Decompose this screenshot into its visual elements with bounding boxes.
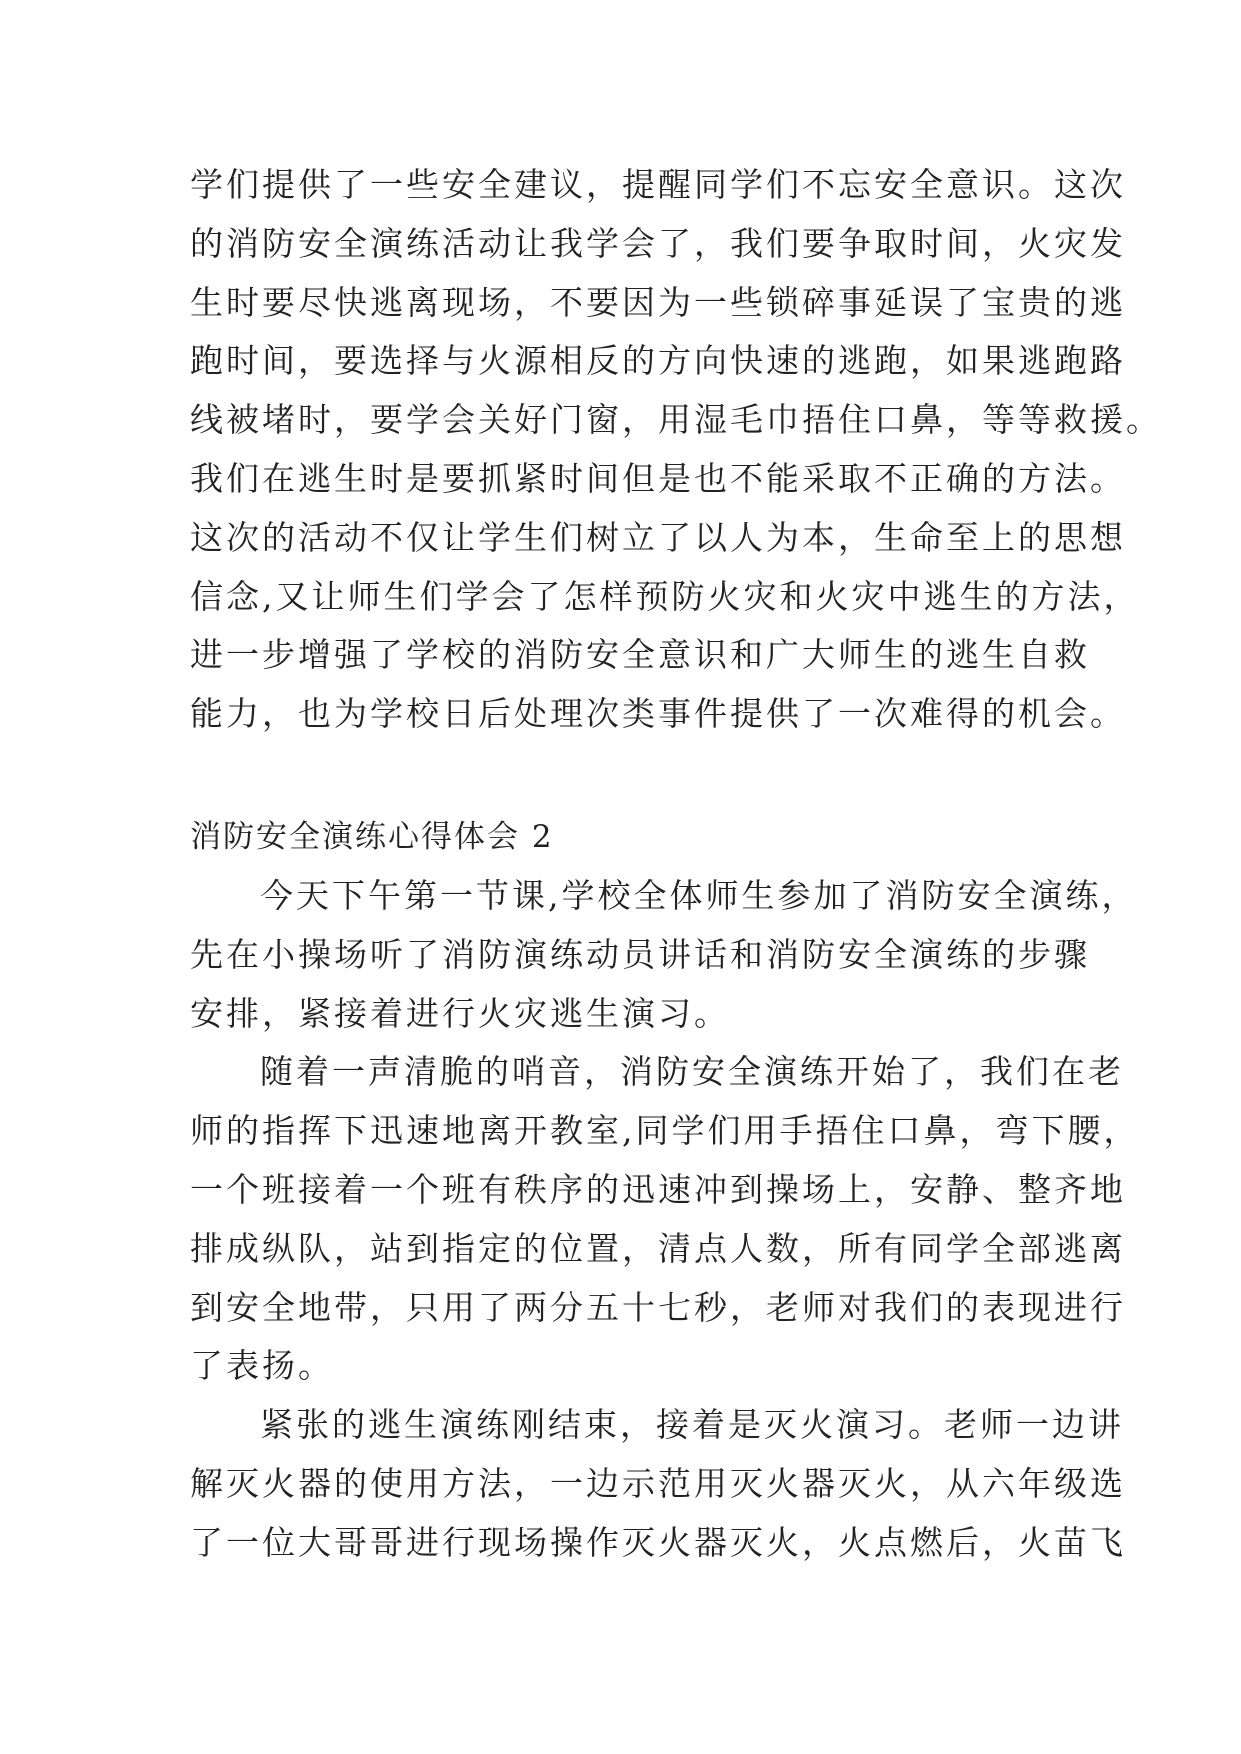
paragraph-2	[190, 867, 1138, 1043]
text-line: 师的指挥下迅速地离开教室,同学们用手捂住口鼻，弯下腰，	[190, 1111, 1140, 1151]
text-line: 生时要尽快逃离现场，不要因为一些锁碎事延误了宝贵的逃	[190, 282, 1126, 322]
document-body	[190, 156, 1162, 1573]
paragraph-1	[190, 156, 1162, 744]
text-line: 我们在逃生时是要抓紧时间但是也不能采取不正确的方法。	[190, 458, 1126, 498]
text-line: 排成纵队，站到指定的位置，清点人数，所有同学全部逃离	[190, 1228, 1126, 1268]
text-line: 信念,又让师生们学会了怎样预防火灾和火灾中逃生的方法，	[190, 576, 1140, 616]
text-line: 随着一声清脆的哨音，消防安全演练开始了，我们在老	[260, 1052, 1124, 1092]
text-line: 先在小操场听了消防演练动员讲话和消防安全演练的步骤	[190, 934, 1090, 974]
text-line: 能力，也为学校日后处理次类事件提供了一次难得的机会。	[190, 694, 1126, 734]
paragraph-gap	[190, 744, 1070, 807]
text-line: 紧张的逃生演练刚结束，接着是灭火演习。老师一边讲	[260, 1405, 1124, 1445]
text-line: 的消防安全演练活动让我学会了，我们要争取时间，火灾发	[190, 223, 1126, 263]
text-line: 今天下午第一节课,学校全体师生参加了消防安全演练，	[260, 875, 1138, 915]
text-line: 解灭火器的使用方法，一边示范用灭火器灭火，从六年级选	[190, 1463, 1126, 1503]
text-line: 安排，紧接着进行火灾逃生演习。	[190, 993, 730, 1033]
text-line: 这次的活动不仅让学生们树立了以人为本，生命至上的思想	[190, 517, 1126, 557]
text-line: 跑时间，要选择与火源相反的方向快速的逃跑，如果逃跑路	[190, 341, 1126, 381]
text-line: 了表扬。	[190, 1346, 334, 1386]
paragraph-3	[190, 1043, 1140, 1396]
text-line: 了一位大哥哥进行现场操作灭火器灭火，火点燃后，火苗飞	[190, 1522, 1126, 1562]
text-line: 线被堵时，要学会关好门窗，用湿毛巾捂住口鼻，等等救援。	[190, 400, 1162, 440]
text-line: 学们提供了一些安全建议，提醒同学们不忘安全意识。这次	[190, 165, 1126, 204]
paragraph-4	[190, 1396, 1126, 1572]
section-heading: 消防安全演练心得体会 2	[190, 818, 554, 855]
text-line: 进一步增强了学校的消防安全意识和广大师生的逃生自救	[190, 635, 1090, 675]
text-line: 到安全地带，只用了两分五十七秒，老师对我们的表现进行	[190, 1287, 1126, 1327]
text-line: 一个班接着一个班有秩序的迅速冲到操场上，安静、整齐地	[190, 1169, 1126, 1209]
